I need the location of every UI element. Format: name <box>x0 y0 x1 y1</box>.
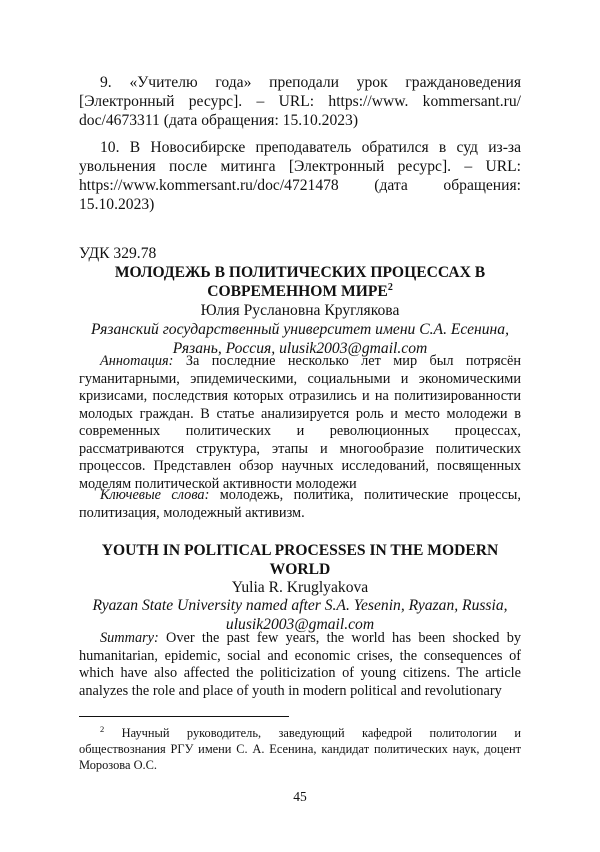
author-name-ru: Юлия Руслановна Круглякова <box>200 302 400 319</box>
affiliation-en <box>79 596 521 634</box>
reference-text: «Учителю года» преподали урок граждановедения [Электронный ресурс]. – URL: https://www. kommersant.ru/ doc/4673311 (дата обращения: 15.10.2023) <box>79 74 521 129</box>
article-title-ru <box>79 263 521 301</box>
reference-number: 10. <box>100 139 120 156</box>
title-line: WORLD <box>269 561 331 578</box>
title-line-text: СОВРЕМЕННОМ МИРЕ <box>207 283 388 300</box>
affiliation-line: ulusik2003@gmail.com <box>225 616 375 633</box>
udk-code: УДК 329.78 <box>79 245 157 262</box>
affiliation-line: Рязанский государственный университет имени С.А. Есенина, <box>90 321 509 338</box>
page-number: 45 <box>293 789 307 804</box>
reference-item-10 <box>79 138 521 214</box>
abstract-ru <box>79 353 521 493</box>
keywords-label: Ключевые слова: <box>100 487 210 503</box>
footnote-divider <box>79 716 289 717</box>
summary-en <box>79 630 521 700</box>
keywords-text: молодежь, политика, политические процессы, политизация, молодежный активизм. <box>79 487 521 521</box>
summary-text: Over the past few years, the world has been shocked by humanitarian, epidemic, social and economic crises, the consequences of which have also affected the politicization of young citizens. The article analyzes the role and place of youth in modern political and revolutionary <box>79 630 521 699</box>
affiliation-line: Рязань, Россия, ulusik2003@gmail.com <box>172 340 428 357</box>
footnote-marker: 2 <box>387 281 393 293</box>
reference-item-9 <box>79 73 521 130</box>
abstract-text: За последние несколько лет мир был потрясён гуманитарными, эпидемическими, социальными и экономическими кризисами, последствия которых отразились и на политизированности молодых граждан. В статье анализируется роль и место молодежи в современных политических и революционных процессах, рассматриваются структура, этапы и многообразие политических процессов. Представлен обзор научных исследований, посвященных моделям политической активности молодежи <box>79 353 521 492</box>
author-name-en: Yulia R. Kruglyakova <box>231 579 369 596</box>
footnote-text: Научный руководитель, заведующий кафедрой политологии и обществознания РГУ имени С. А. Есенина, кандидат политических наук, доцент Морозова О.С. <box>79 726 521 772</box>
reference-text: В Новосибирске преподаватель обратился в суд из-за увольнения после митинга [Электронный ресурс]. – URL: https://www.kommersant.ru/doc/4721478 (дата обращения: 15.10.2023) <box>79 139 521 213</box>
article-title-en <box>79 541 521 579</box>
title-line: YOUTH IN POLITICAL PROCESSES IN THE MODERN <box>101 542 499 559</box>
title-line: МОЛОДЕЖЬ В ПОЛИТИЧЕСКИХ ПРОЦЕССАХ В <box>114 264 486 281</box>
keywords-ru <box>79 487 521 522</box>
reference-number: 9. <box>100 74 112 91</box>
summary-label: Summary: <box>100 630 159 646</box>
title-line <box>79 282 521 301</box>
footnote <box>79 725 521 773</box>
abstract-label: Аннотация: <box>100 353 174 369</box>
footnote-number: 2 <box>100 723 105 734</box>
affiliation-line: Ryazan State University named after S.A. Yesenin, Ryazan, Russia, <box>92 597 508 614</box>
